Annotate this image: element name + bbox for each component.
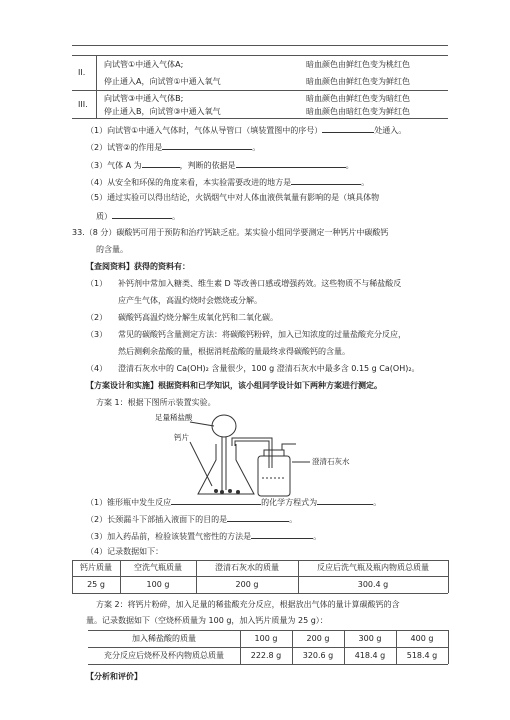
tablet-dot bbox=[214, 489, 218, 493]
table-cell: 518.4 g bbox=[406, 651, 438, 660]
eval-title: 【分析和评价】 bbox=[86, 672, 142, 681]
label-acid: 足量稀盐酸 bbox=[155, 413, 193, 422]
question-2: （2）试管②的作用是 。 bbox=[86, 143, 261, 152]
info-line: 然后测剩余盐酸的量，根据消耗盐酸的量最终求得碳酸钙的含量。 bbox=[118, 347, 350, 356]
table-cell: 300 g bbox=[358, 634, 382, 643]
table-rule bbox=[96, 55, 97, 118]
table-rule bbox=[448, 630, 449, 664]
table-rule bbox=[72, 560, 448, 561]
table-rule bbox=[72, 593, 448, 594]
info-num: （1） bbox=[86, 279, 108, 288]
plan1-q1: （1）锥形瓶中发生反应 的化学方程式为 。 bbox=[86, 498, 382, 507]
tablet-dot bbox=[228, 489, 232, 493]
step-text: 停止通入A，向试管①中通入氧气 bbox=[104, 77, 221, 86]
step-text: 停止通入B，向试管③中通入氧气 bbox=[104, 107, 221, 116]
info-title: 【查阅资料】获得的资料有： bbox=[86, 262, 190, 271]
table-rule bbox=[88, 630, 448, 631]
info-line: 碳酸钙高温灼烧分解生成氧化钙和二氧化碳。 bbox=[118, 313, 278, 322]
table-cell: 100 g bbox=[146, 580, 170, 589]
table-header: 澄清石灰水的质量 bbox=[215, 563, 279, 572]
q33-head-cont: 的含量。 bbox=[96, 245, 128, 254]
table-cell: 222.8 g bbox=[250, 651, 282, 660]
answer-blank[interactable] bbox=[162, 141, 252, 150]
table-rule bbox=[88, 664, 448, 665]
step-text: 向试管③中通入气体B; bbox=[104, 94, 184, 103]
plan-1: 方案 1：根据下图所示装置实验。 bbox=[96, 398, 216, 407]
table-rule bbox=[72, 90, 448, 91]
row-label: 加入稀盐酸的质量 bbox=[132, 634, 196, 643]
answer-blank[interactable] bbox=[142, 159, 180, 168]
q33-head: 33.（8 分）碳酸钙可用于预防和治疗钙缺乏症。某实验小组同学要测定一种钙片中碳酸钙 bbox=[72, 228, 389, 237]
table-header: 反应后洗气瓶及瓶内物质总质量 bbox=[317, 563, 429, 572]
result-text: 暗血颜色由鲜红色变为鲜红色 bbox=[306, 77, 410, 86]
result-text: 暗血颜色由暗红色变为鲜红色 bbox=[306, 107, 410, 116]
answer-blank[interactable] bbox=[291, 176, 361, 185]
answer-blank[interactable] bbox=[227, 513, 289, 522]
table-cell: 200 g bbox=[235, 580, 259, 589]
plan-2-cont: 量。记录数据如下（空烧杯质量为 100 g，加入钙片质量为 25 g）： bbox=[86, 616, 328, 625]
info-line: 补钙剂中常加入糖类、维生素 D 等改善口感或增强药效。这些物质不与稀盐酸反 bbox=[118, 279, 402, 288]
table-cell: 200 g bbox=[306, 634, 330, 643]
answer-blank[interactable] bbox=[236, 159, 346, 168]
design-title: 【方案设计和实施】根据资料和已学知识，该小组同学设计如下两种方案进行测定。 bbox=[86, 381, 382, 390]
table-header: 钙片质量 bbox=[80, 563, 112, 572]
row-label: 充分反应后烧杯及杯内物质总质量 bbox=[104, 651, 224, 660]
info-num: （4） bbox=[86, 364, 108, 373]
table-rule bbox=[72, 55, 448, 56]
result-text: 暗血颜色由鲜红色变为桃红色 bbox=[306, 60, 410, 69]
info-num: （2） bbox=[86, 313, 108, 322]
plan1-q3: （3）加入药品前，检验该装置气密性的方法是 。 bbox=[86, 532, 322, 541]
plan-2: 方案 2：将钙片粉碎，加入足量的稀盐酸充分反应，根据放出气体的量计算碳酸钙的含 bbox=[96, 600, 400, 609]
row-label: III. bbox=[78, 100, 88, 109]
table-rule bbox=[72, 576, 448, 577]
question-5: （5）通过实验可以得出结论，火锅烟气中对人体血液供氧量有影响的是（填具体物 bbox=[86, 193, 380, 202]
table-cell: 300.4 g bbox=[357, 580, 389, 589]
tablet-dot bbox=[236, 490, 240, 494]
question-5-cont: 质） 。 bbox=[96, 212, 180, 221]
table-cell: 25 g bbox=[87, 580, 105, 589]
question-1: （1）向试管①中通入气体时，气体从导管口（填装置图中的序号） 处通入。 bbox=[86, 126, 407, 135]
question-3: （3）气体 A 为 ，判断的依据是 。 bbox=[86, 161, 354, 170]
question-4: （4）从安全和环保的角度来看，本实验需要改进的地方是 。 bbox=[86, 178, 370, 187]
label-tablet: 钙片 bbox=[174, 433, 189, 442]
info-line: 澄清石灰水中的 Ca(OH)₂ 含量很少，100 g 澄清石灰水中最多含 0.15 g Ca(OH)₂。 bbox=[118, 364, 420, 373]
table-header: 空洗气瓶质量 bbox=[134, 563, 182, 572]
info-num: （3） bbox=[86, 330, 108, 339]
table-cell: 418.4 g bbox=[354, 651, 386, 660]
row-label: II. bbox=[78, 68, 86, 77]
answer-blank[interactable] bbox=[251, 530, 313, 539]
answer-blank[interactable] bbox=[171, 496, 261, 505]
plan1-q2: （2）长颈漏斗下部插入液面下的目的是 。 bbox=[86, 515, 298, 524]
step-text: 向试管①中通入气体A; bbox=[104, 60, 184, 69]
table-cell: 320.6 g bbox=[302, 651, 334, 660]
table-rule bbox=[72, 118, 448, 119]
wash-bottle bbox=[258, 456, 290, 496]
page-top-rule bbox=[72, 45, 448, 46]
tablet-dot bbox=[220, 490, 224, 494]
table-rule bbox=[448, 560, 449, 593]
funnel-bulb bbox=[212, 415, 236, 437]
label-lime: 澄清石灰水 bbox=[312, 457, 350, 466]
info-line: 常见的碳酸钙含量测定方法：将碳酸钙粉碎，加入已知浓度的过量盐酸充分反应， bbox=[118, 330, 406, 339]
table-cell: 100 g bbox=[254, 634, 278, 643]
answer-blank[interactable] bbox=[322, 124, 374, 133]
table-rule bbox=[88, 647, 448, 648]
plan1-q4: （4）记录数据如下： bbox=[86, 547, 164, 556]
info-line: 应产生气体，高温灼烧时会燃烧或分解。 bbox=[118, 296, 262, 305]
answer-blank[interactable] bbox=[112, 210, 172, 219]
table-cell: 400 g bbox=[410, 634, 434, 643]
result-text: 暗血颜色由鲜红色变为暗红色 bbox=[306, 94, 410, 103]
answer-blank[interactable] bbox=[317, 496, 373, 505]
